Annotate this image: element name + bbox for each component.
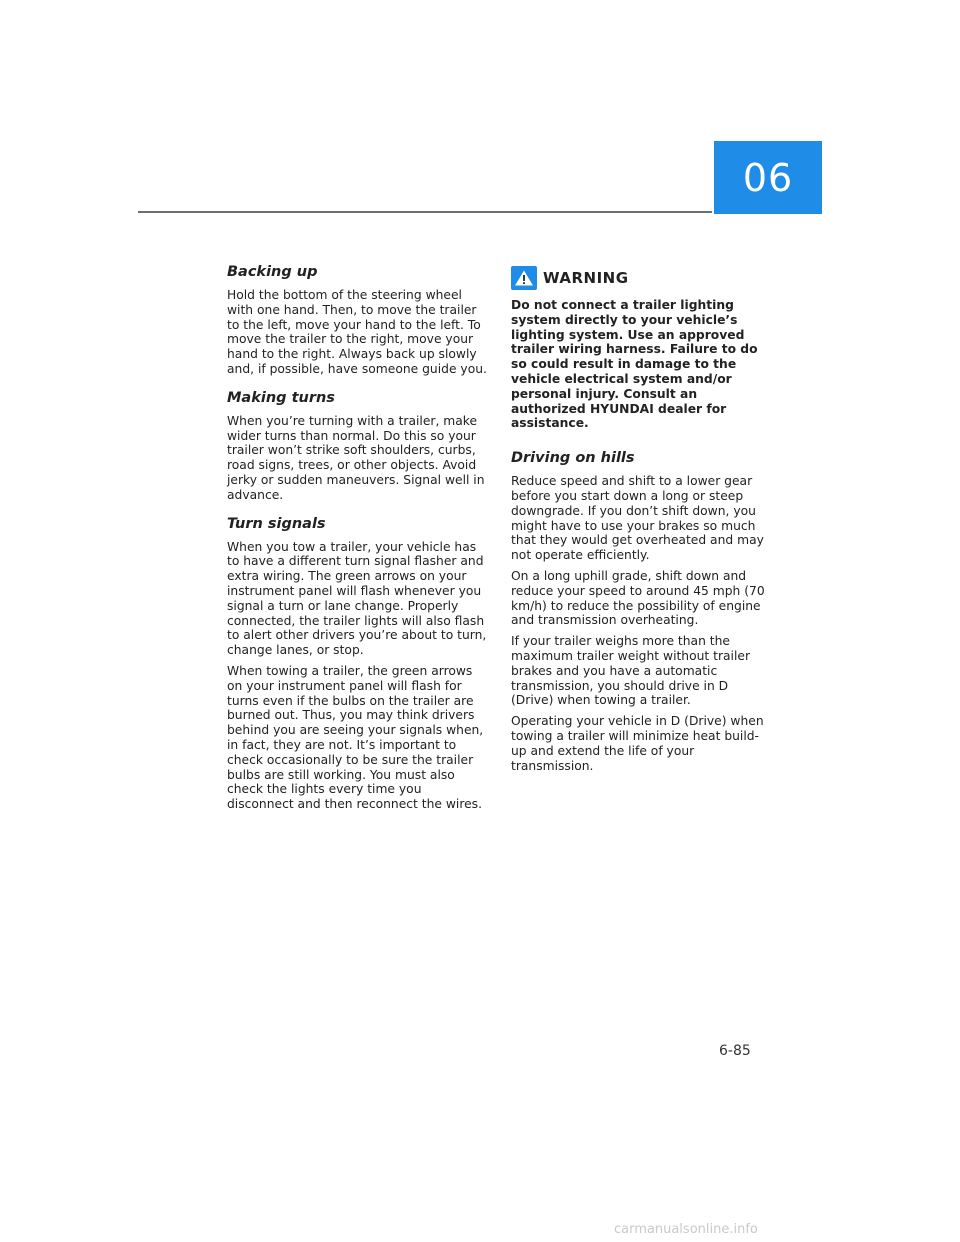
- section-heading: Driving on hills: [511, 450, 635, 467]
- watermark[interactable]: carmanualsonline.info: [614, 1222, 758, 1237]
- section-heading: Backing up: [227, 264, 318, 280]
- paragraph: When towing a trailer, the green arrows on your instrument panel will flash for turns even if the bulbs on the trailer are burned out. Thus, you may think drivers behind you are seeing your signals when, in fact, they are not. It’s important to check occasionally to be sure the trailer bulbs are still working. You must also check the lights every time you disconnect and then reconnect the wires.: [227, 663, 484, 812]
- section-driving-on-hills: [511, 449, 769, 773]
- paragraph: Hold the bottom of the steering wheel with one hand. Then, to move the trailer to the left, move your hand to the left. To move the trailer to the right, move your hand to the right. Always back up slowly and, if possible, have someone guide you.: [227, 288, 487, 376]
- warning-title: WARNING: [543, 269, 629, 287]
- paragraph: When you tow a trailer, your vehicle has to have a different turn signal flasher and extra wiring. The green arrows on your instrument panel will flash whenever you signal a turn or lane change. Properly connected, the trailer lights will also flash to alert other drivers you’re about to turn, change lanes, or stop.: [227, 539, 487, 658]
- section-heading: Making turns: [227, 389, 335, 406]
- paragraph: Operating your vehicle in D (Drive) when towing a trailer will minimize heat build-up and extend the life of your transmission.: [511, 714, 764, 773]
- warning-box: [511, 266, 769, 431]
- left-column: [227, 263, 489, 818]
- section-making-turns: [227, 389, 489, 503]
- chapter-tab: [714, 141, 822, 214]
- section-backing-up: [227, 263, 489, 377]
- section-turn-signals: [227, 515, 489, 812]
- page-number: 6-85: [719, 1043, 751, 1059]
- paragraph: When you’re turning with a trailer, make wider turns than normal. Do this so your trailer won’t strike soft shoulders, curbs, road signs, trees, or other objects. Avoid jerky or sudden maneuvers. Signal well in advance.: [227, 413, 485, 502]
- warning-text: Do not connect a trailer lighting system directly to your vehicle’s lighting system. Use an approved trailer wiring harness. Failure to do so could result in damage to the vehicle electrical system and/or personal injury. Consult an authorized HYUNDAI dealer for assistance.: [511, 298, 758, 431]
- chapter-number: 06: [742, 155, 794, 200]
- paragraph: On a long uphill grade, shift down and reduce your speed to around 45 mph (70 km/h) to reduce the possibility of engine and transmission overheating.: [511, 568, 765, 628]
- paragraph: Reduce speed and shift to a lower gear before you start down a long or steep downgrade. If you don’t shift down, you might have to use your brakes so much that they would get overheated and may not operate efficiently.: [511, 474, 764, 563]
- paragraph: If your trailer weighs more than the maximum trailer weight without trailer brakes and you have a automatic transmission, you should drive in D (Drive) when towing a trailer.: [511, 634, 751, 708]
- right-column: [511, 266, 769, 779]
- warning-triangle-icon: [511, 266, 537, 290]
- section-heading: Turn signals: [227, 515, 326, 532]
- header-rule: [138, 211, 712, 213]
- warning-header: [511, 266, 769, 290]
